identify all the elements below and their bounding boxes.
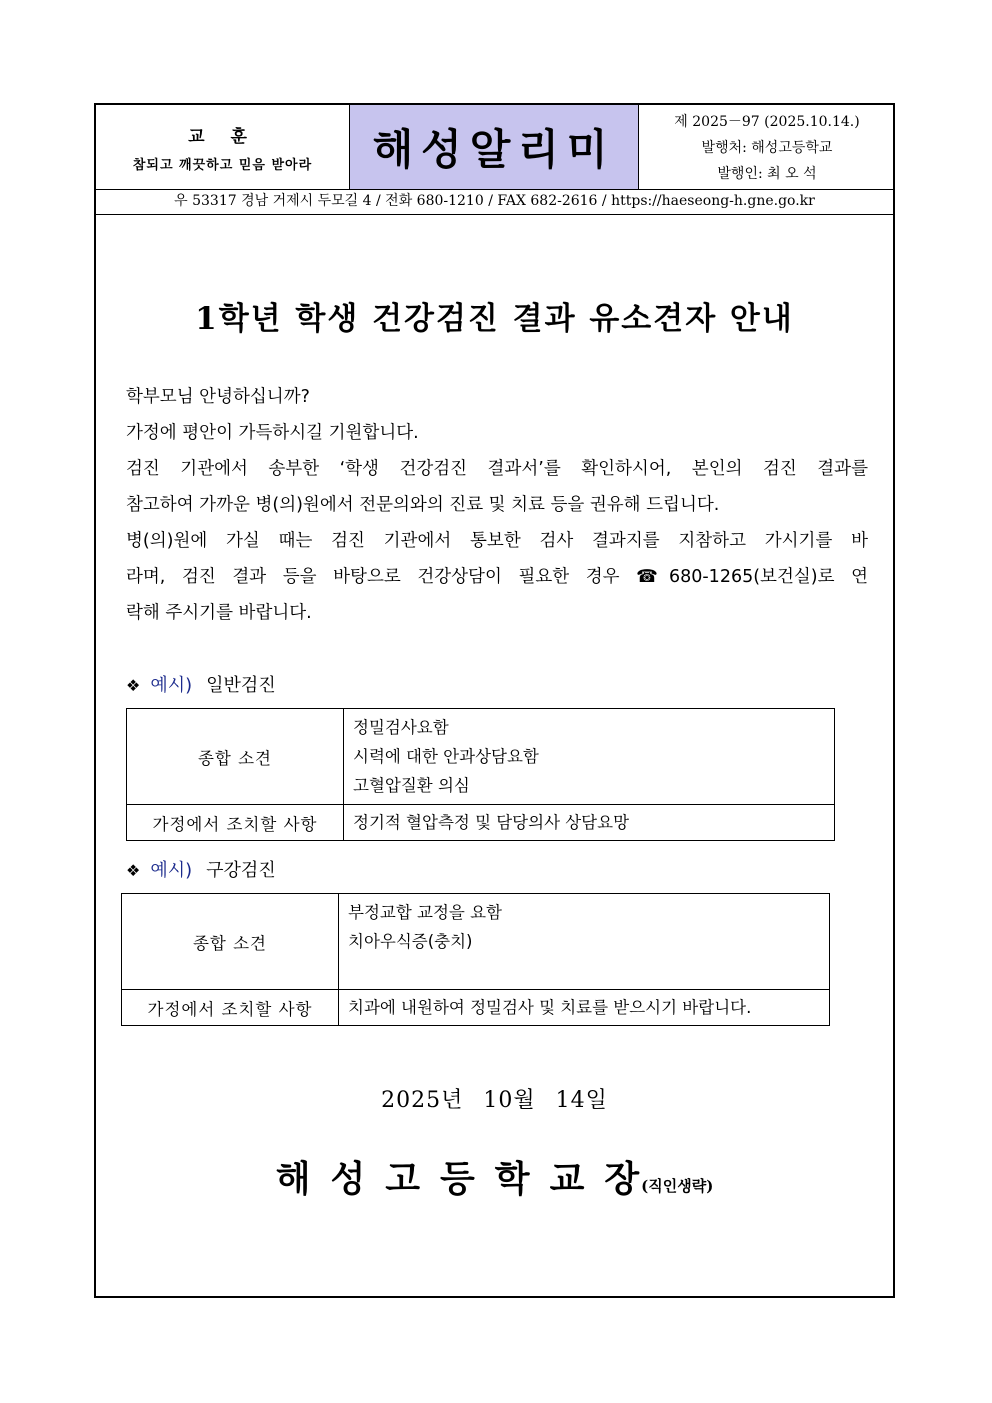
body-paragraphs <box>126 379 868 631</box>
oral-checkup-table <box>121 893 830 1026</box>
summary-header: 종합 소견 <box>122 894 339 990</box>
body-line: 락해 주시기를 바랍니다. <box>126 603 312 623</box>
address-line: 우 53317 경남 거제시 두모길 4 / 전화 680-1210 / FAX 682-2616 / https://haeseong-h.gne.go.kr <box>96 189 893 215</box>
greeting-line: 학부모님 안녕하십니까? <box>126 387 310 407</box>
issue-date: 2025년 10월 14일 <box>381 1088 608 1113</box>
seal-note: (직인생략) <box>641 1177 714 1195</box>
example-prefix: 예시) <box>150 675 193 696</box>
newsletter-frame <box>94 103 895 1298</box>
school-motto-box <box>96 105 350 189</box>
general-checkup-table <box>126 708 835 841</box>
summary-spacer <box>348 956 829 985</box>
example-label: 구강검진 <box>206 860 276 881</box>
summary-values <box>344 709 835 805</box>
body-line: 검진 기관에서 송부한 ‘학생 건강검진 결과서’를 확인하시어, 본인의 검진 결과를 <box>126 459 868 479</box>
newsletter-title: 해성알리미 <box>372 125 616 174</box>
motto-title: 교 훈 <box>188 127 257 147</box>
diamond-bullet-icon: ❖ <box>126 861 141 880</box>
example1-label <box>126 671 276 697</box>
summary-value: 부정교합 교정을 요함 <box>348 903 502 922</box>
example2-label <box>126 856 276 882</box>
home-action-value: 치과에 내원하여 정밀검사 및 치료를 받으시기 바랍니다. <box>339 990 830 1026</box>
example-label: 일반검진 <box>206 675 276 696</box>
home-action-value: 정기적 혈압측정 및 담당의사 상담요망 <box>344 805 835 841</box>
issue-number: 제 2025－97 (2025.10.14.) <box>674 114 860 130</box>
issuer: 발행인: 최 오 석 <box>717 166 817 182</box>
home-action-header: 가정에서 조치할 사항 <box>122 990 339 1026</box>
example-prefix: 예시) <box>150 860 193 881</box>
principal-signature <box>96 1151 893 1202</box>
body-line: 라며, 검진 결과 등을 바탕으로 건강상담이 필요한 경우 ☎680-1265(보건실)로 연 <box>126 567 868 587</box>
table-row <box>122 990 830 1026</box>
body-line: 병(의)원에 가실 때는 검진 기관에서 통보한 검사 결과지를 지참하고 가시기를 바 <box>126 531 868 551</box>
motto-text: 참되고 깨끗하고 믿음 받아라 <box>132 158 313 173</box>
newsletter-header <box>96 105 893 190</box>
newsletter-banner <box>350 105 639 189</box>
publisher: 발행처: 해성고등학교 <box>701 140 833 156</box>
table-row <box>127 709 835 805</box>
body-line: 참고하여 가까운 병(의)원에서 전문의와의 진료 및 치료 등을 권유해 드립니다. <box>126 495 720 515</box>
document-title: 1학년 학생 건강검진 결과 유소견자 안내 <box>195 301 794 337</box>
summary-value: 고혈압질환 의심 <box>353 776 470 795</box>
home-action-header: 가정에서 조치할 사항 <box>127 805 344 841</box>
summary-value: 정밀검사요함 <box>353 718 449 737</box>
diamond-bullet-icon: ❖ <box>126 676 141 695</box>
summary-header: 종합 소견 <box>127 709 344 805</box>
wish-line: 가정에 평안이 가득하시길 기원합니다. <box>126 423 419 443</box>
principal-name: 해성고등학교장 <box>275 1158 660 1200</box>
summary-values <box>339 894 830 990</box>
table-row <box>122 894 830 990</box>
table-row <box>127 805 835 841</box>
summary-value: 시력에 대한 안과상담요함 <box>353 747 539 766</box>
issue-info <box>639 105 895 189</box>
summary-value: 치아우식증(충치) <box>348 932 473 951</box>
